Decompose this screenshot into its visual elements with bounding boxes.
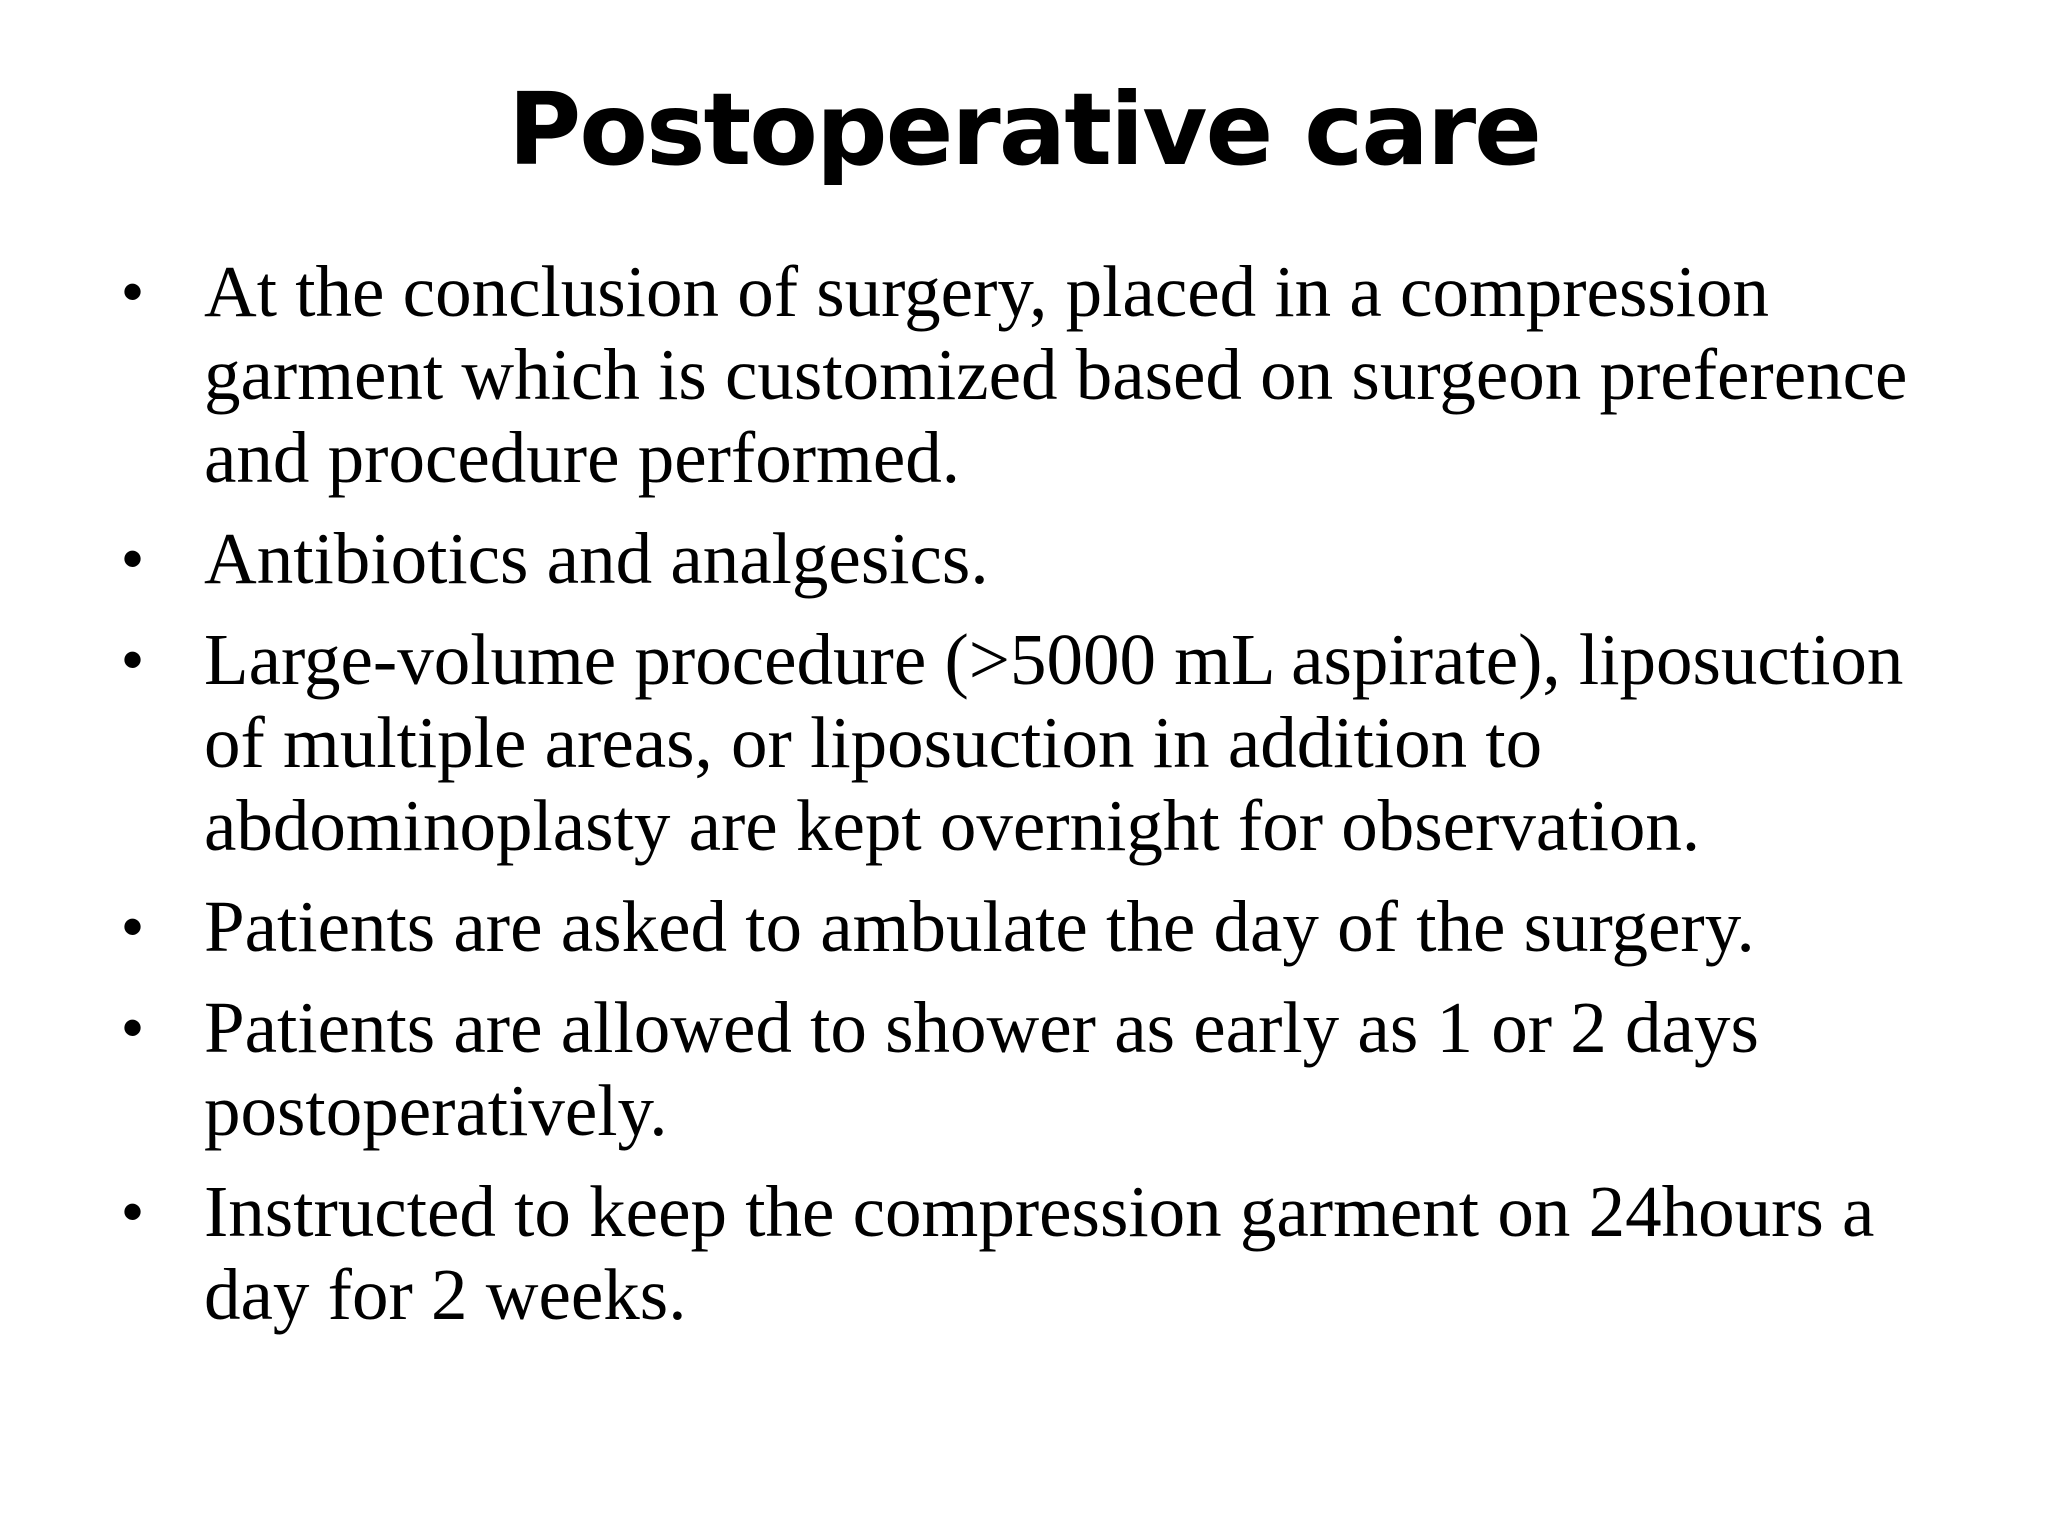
bullet-text: Patients are asked to ambulate the day of the surgery.: [204, 886, 1755, 967]
bullet-item: [122, 250, 1952, 499]
bullet-item: [122, 618, 1952, 867]
slide-title: Postoperative care: [507, 71, 1541, 188]
bullet-text: Antibiotics and analgesics.: [204, 518, 989, 599]
bullet-icon: •: [122, 525, 144, 592]
bullet-text: Large-volume procedure (>5000 mL aspirate), liposuction of multiple areas, or liposuction in addition to abdominoplasty are kept overnight for observation.: [204, 619, 1904, 866]
bullet-text: At the conclusion of surgery, placed in a compression garment which is customized based on surgeon preference and procedure performed.: [204, 251, 1908, 498]
bullet-item: [122, 517, 1952, 600]
bullet-item: [122, 885, 1952, 968]
bullet-icon: •: [122, 994, 144, 1061]
bullet-icon: •: [122, 1178, 144, 1245]
bullet-item: [122, 1170, 1952, 1336]
bullet-icon: •: [122, 893, 144, 960]
bullet-list: [122, 250, 1952, 1354]
bullet-text: Patients are allowed to shower as early as 1 or 2 days postoperatively.: [204, 987, 1759, 1151]
bullet-icon: •: [122, 258, 144, 325]
bullet-item: [122, 986, 1952, 1152]
bullet-icon: •: [122, 626, 144, 693]
bullet-text: Instructed to keep the compression garment on 24hours a day for 2 weeks.: [204, 1171, 1875, 1335]
